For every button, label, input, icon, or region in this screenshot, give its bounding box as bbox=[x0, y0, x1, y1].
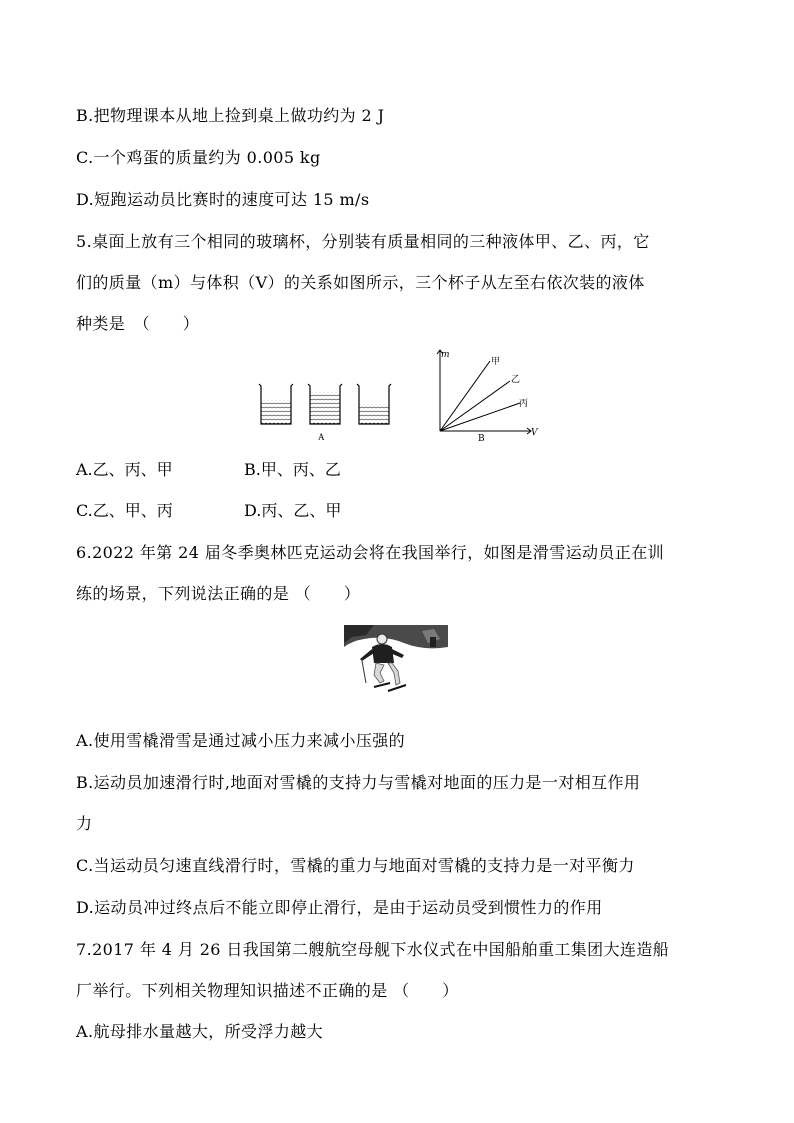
q5-stem-line-2: 们的质量（m）与体积（V）的关系如图所示，三个杯子从左至右依次装的液体 bbox=[76, 273, 645, 292]
q5-option-a: A.乙、丙、甲 bbox=[76, 460, 173, 479]
line-jia bbox=[440, 361, 490, 431]
graph-series-bing: 丙 bbox=[519, 399, 529, 409]
q6-stem-line-2: 练的场景，下列说法正确的是 （ ） bbox=[76, 584, 361, 603]
beaker-middle bbox=[308, 384, 342, 424]
q5-options-row-2 bbox=[76, 501, 341, 521]
q7-stem-line-1: 7.2017 年 4 月 26 日我国第二艘航空母舰下水仪式在中国船舶重工集团大连造船 bbox=[76, 940, 670, 959]
q6-option-c: C.当运动员匀速直线滑行时，雪橇的重力与地面对雪橇的支持力是一对平衡力 bbox=[76, 856, 635, 875]
q6-option-b-line-1: B.运动员加速滑行时,地面对雪橇的支持力与雪橇对地面的压力是一对相互作用 bbox=[76, 773, 641, 792]
q6-stem-line-1: 6.2022 年第 24 届冬季奥林匹克运动会将在我国举行，如图是滑雪运动员正在训 bbox=[76, 543, 665, 562]
beaker-right bbox=[357, 384, 391, 424]
graph-x-label: V bbox=[531, 428, 538, 438]
beakers-figure bbox=[256, 378, 396, 430]
q5-stem-line-3: 种类是 （ ） bbox=[76, 314, 200, 333]
q4-option-c: C.一个鸡蛋的质量约为 0.005 kg bbox=[76, 148, 321, 167]
mass-volume-graph bbox=[430, 345, 542, 445]
q5-stem-line-1: 5.桌面上放有三个相同的玻璃杯，分别装有质量相同的三种液体甲、乙、丙，它 bbox=[76, 232, 650, 251]
graph-y-label: m bbox=[441, 350, 450, 360]
q6-option-a: A.使用雪橇滑雪是通过减小压力来减小压强的 bbox=[76, 731, 406, 750]
q4-option-b: B.把物理课本从地上捡到桌上做功约为 2 J bbox=[76, 106, 385, 125]
q7-option-a: A.航母排水量越大，所受浮力越大 bbox=[76, 1022, 324, 1041]
q5-option-c: C.乙、甲、丙 bbox=[76, 501, 173, 520]
q6-option-b-line-2: 力 bbox=[76, 814, 93, 833]
graph-series-jia: 甲 bbox=[491, 357, 501, 367]
q6-option-d: D.运动员冲过终点后不能立即停止滑行，是由于运动员受到惯性力的作用 bbox=[76, 898, 603, 917]
q5-option-d: D.丙、乙、甲 bbox=[244, 501, 342, 520]
q7-stem-line-2: 厂举行。下列相关物理知识描述不正确的是 （ ） bbox=[76, 981, 459, 1000]
graph-series-yi: 乙 bbox=[511, 375, 521, 385]
q4-option-d: D.短跑运动员比赛时的速度可达 15 m/s bbox=[76, 190, 370, 209]
line-bing bbox=[440, 403, 520, 431]
q5-options-row-1 bbox=[76, 460, 341, 480]
q5-option-b: B.甲、丙、乙 bbox=[244, 460, 341, 479]
beakers-figure-label: A bbox=[318, 432, 325, 442]
graph-figure-label: B bbox=[478, 434, 485, 444]
line-yi bbox=[440, 381, 510, 431]
skier-photo bbox=[344, 625, 448, 695]
beaker-left bbox=[259, 384, 293, 424]
